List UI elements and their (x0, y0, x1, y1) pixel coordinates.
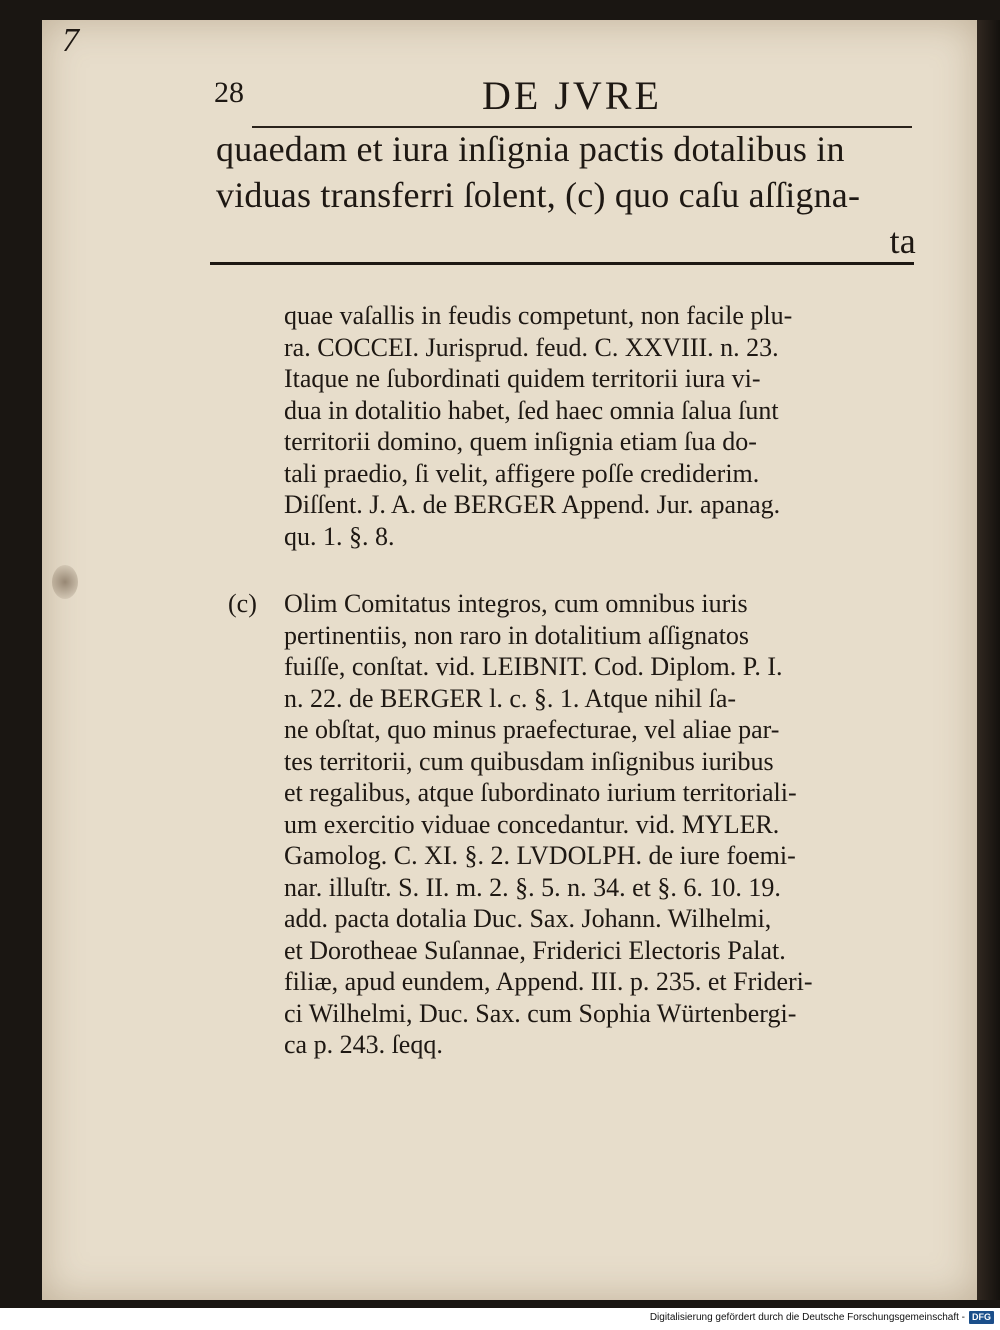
footnote-line: tali praedio, ſi velit, affigere poſſe crediderim. (284, 458, 760, 488)
page-header (214, 72, 914, 122)
footnote-line: et regalibus, atque ſubordinato iurium territoriali- (284, 778, 797, 807)
footnote-line: add. pacta dotalia Duc. Sax. Johann. Wilhelmi, (284, 904, 772, 933)
footnote-continued (228, 300, 918, 552)
main-text-line: quaedam et iura inſignia pactis dotalibus in (216, 129, 845, 169)
footnote-rule (210, 262, 914, 265)
footnote-line: et Dorotheae Suſannae, Friderici Electoris Palat. (284, 935, 786, 965)
footnote-line: ci Wilhelmi, Duc. Sax. cum Sophia Würtenbergi- (284, 998, 797, 1028)
footnote-line: pertinentiis, non raro in dotalitium aſſignatos (284, 620, 750, 650)
footnote-line: fuiſſe, conſtat. vid. LEIBNIT. Cod. Diplom. P. I. (284, 652, 783, 681)
footnote-line: qu. 1. §. 8. (284, 521, 395, 551)
footnote-line: Diſſent. J. A. de BERGER Append. Jur. apanag. (284, 490, 781, 519)
footnote-line: tes territorii, cum quibusdam inſignibus iuribus (284, 746, 774, 776)
footnote-line: ra. COCCEI. Jurisprud. feud. C. XXVIII. n. 23. (284, 332, 779, 362)
footnote-line: dua in dotalitio habet, ſed haec omnia ſalua ſunt (284, 395, 779, 425)
main-text (216, 126, 916, 264)
footnote-line: Itaque ne ſubordinati quidem territorii iura vi- (284, 364, 761, 393)
footnote-line: territorii domino, quem inſignia etiam ſua do- (284, 427, 757, 456)
catchword: ta (889, 221, 916, 261)
footnotes (228, 300, 918, 1061)
credit-text: Digitalisierung gefördert durch die Deutsche Forschungsgemeinschaft - (649, 1311, 965, 1323)
footnote-line: ne obſtat, quo minus praefecturae, vel aliae par- (284, 715, 780, 744)
footnote-line: n. 22. de BERGER l. c. §. 1. Atque nihil ſa- (284, 683, 737, 713)
footnote-marker: (c) (228, 589, 257, 618)
footnote-line: Olim Comitatus integros, cum omnibus iuris (284, 589, 748, 618)
footnote-c (228, 588, 918, 1061)
running-head: DE JVRE (482, 73, 662, 118)
footnote-line: nar. illuſtr. S. II. m. 2. §. 5. n. 34. et §. 6. 10. 19. (284, 872, 781, 902)
dfg-logo[interactable]: DFG (969, 1311, 994, 1324)
digitization-credit (650, 1310, 994, 1324)
footnote-line: ca p. 243. ſeqq. (284, 1030, 443, 1059)
paper-stain (52, 565, 78, 599)
footnote-line: um exercitio viduae concedantur. vid. MYLER. (284, 809, 780, 839)
page-number: 28 (214, 76, 244, 109)
main-text-line: viduas transferri ſolent, (c) quo caſu aſſigna- (216, 175, 861, 215)
margin-mark: 7 (62, 22, 79, 59)
footnote-line: Gamolog. C. XI. §. 2. LVDOLPH. de iure foemi- (284, 841, 796, 870)
footnote-line: filiæ, apud eundem, Append. III. p. 235. et Frideri- (284, 967, 813, 996)
footnote-line: quae vaſallis in feudis competunt, non facile plu- (284, 301, 793, 330)
